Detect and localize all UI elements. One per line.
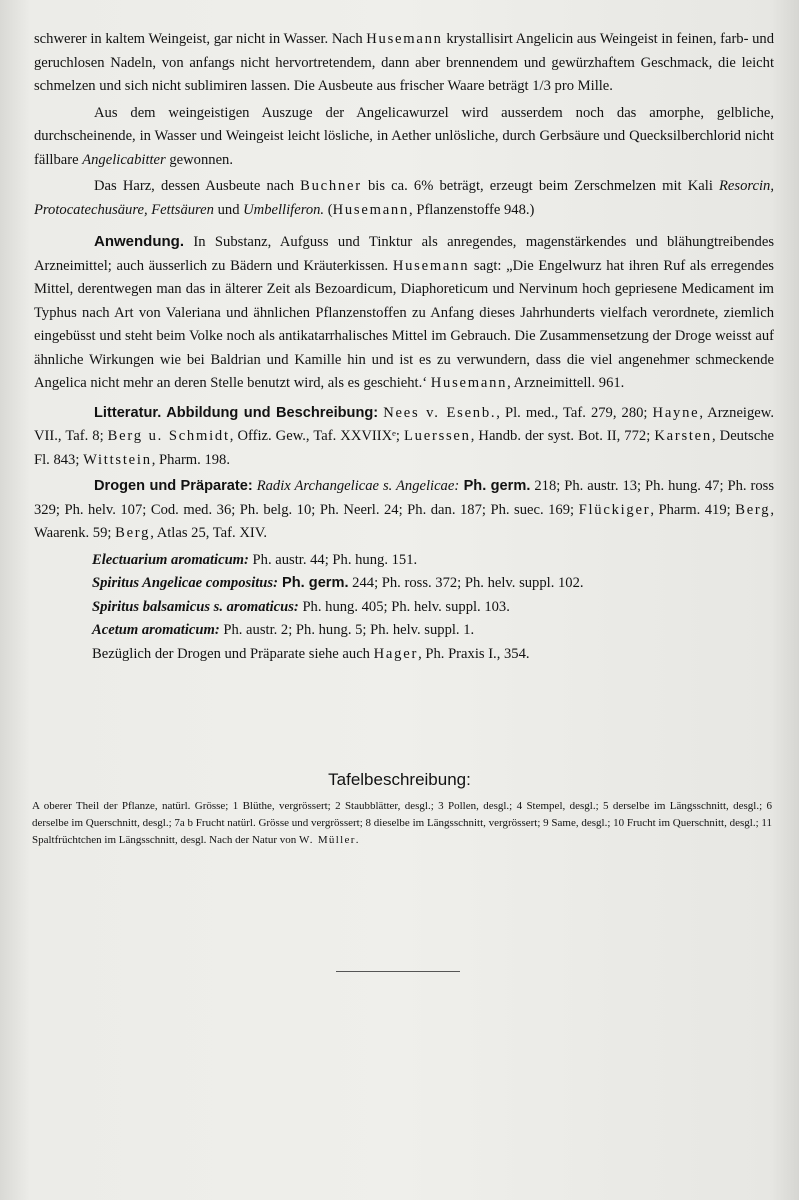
bezueglich-line: Bezüglich der Drogen und Präparate siehe auch Hager, Ph. Praxis I., 354.: [92, 645, 530, 662]
italic-term: Angelicabitter: [82, 151, 166, 168]
preparation-line: Electuarium aromaticum: Ph. austr. 44; Ph. hung. 151.: [92, 551, 418, 568]
preparation-line: Spiritus Angelicae compositus: Ph. germ. 244; Ph. ross. 372; Ph. helv. suppl. 102.: [92, 575, 584, 591]
paragraph-harz: Das Harz, dessen Ausbeute nach Buchner bis ca. 6% beträgt, erzeugt beim Zerschmelzen mit Kali Resorcin, Protocatechusäure, Fettsäuren und Umbelliferon. (Husemann, Pflanzenstoffe 948.): [34, 178, 774, 218]
paragraph-litteratur: Litteratur. Abbildung und Beschreibung: Nees v. Esenb., Pl. med., Taf. 279, 280; Hayne, Arzneigew. VII., Taf. 8; Berg u. Schmidt, Offiz. Gew., Taf. XXVIIXᵉ; Luerssen, Handb. der syst. Bot. II, 772; Karsten, Deutsche Fl. 843; Wittstein, Pharm. 198.: [34, 404, 774, 468]
ph-germ-label: Ph. germ.: [459, 478, 531, 494]
preparations-list: [34, 549, 774, 667]
fraction: 1/3: [532, 78, 551, 94]
section-heading-litteratur: Litteratur. Abbildung und Beschreibung:: [94, 404, 379, 421]
author-name: Hager: [373, 645, 419, 662]
preparation-line: Acetum aromaticum: Ph. austr. 2; Ph. hung. 5; Ph. helv. suppl. 1.: [92, 622, 475, 638]
plate-description-title: Tafelbeschreibung:: [328, 770, 471, 789]
section-heading-drogen: Drogen und Präparate:: [94, 478, 253, 494]
author-name: Husemann: [332, 201, 410, 218]
author-name: Buchner: [300, 178, 362, 194]
closing-rule: [336, 971, 460, 972]
plate-description-text: A oberer Theil der Pflanze, natürl. Grösse; 1 Blüthe, vergrössert; 2 Staubblätter, desgl.; 3 Pollen, desgl.; 4 Stempel, desgl.; 5 derselbe im Längsschnitt, desgl.; 6 derselbe im Querschnitt, desgl.; 7a b Frucht natürl. Grösse und vergrössert; 8 dieselbe im Längsschnitt, vergrössert; 9 Same, desgl.; 10 Frucht im Querschnitt, desgl.; 11 Spaltfrüchtchen im Längsschnitt, desgl. Nach der Natur von W. Müller.: [32, 800, 772, 846]
paragraph-drogen: Drogen und Präparate: Radix Archangelicae s. Angelicae: Ph. germ. 218; Ph. austr. 13; Ph. hung. 47; Ph. ross 329; Ph. helv. 107; Cod. med. 36; Ph. belg. 10; Ph. Neerl. 24; Ph. dan. 187; Ph. suec. 169; Flückiger, Pharm. 419; Berg, Waarenk. 59; Berg, Atlas 25, Taf. XIV.: [34, 478, 775, 541]
paragraph-anwendung: Anwendung. In Substanz, Aufguss und Tinktur als anregendes, magenstärkendes und blähungtreibendes Arzneimittel; auch äusserlich zu Bädern und Kräuterkissen. Husemann sagt: „Die Engelwurz hat ihren Ruf als erregendes Mittel, derentwegen man das in älterer Zeit als Bezoardicum, Diaphoreticum und Nervinum hoch gepriesene Medicament im Typhus nach Art von Valeriana und ähnlichen Pflanzenstoffen zu Anfang dieses Jahrhunderts vielfach verordnete, ziemlich eingebüsst und steht beim Volke noch als antikatarrhalisches Mittel im Gebrauch. Die Zusammensetzung der Droge weisst auf ähnliche Wirkungen wie bei Baldrian und Kamille hin und ist es zu verwundern, dass die viel angenehmer schmeckende Angelica nicht mehr an deren Stelle benutzt wird, als es geschieht.‘ Husemann, Arzneimittell. 961.: [34, 233, 774, 391]
author-name: W. Müller: [299, 834, 356, 846]
main-text: [34, 28, 774, 666]
italic-term: Resorcin, Protocatechusäure, Fettsäuren: [34, 178, 774, 218]
italic-term: Umbelliferon.: [243, 201, 325, 218]
author-name: Husemann: [392, 257, 470, 274]
preparation-line: Spiritus balsamicus s. aromaticus: Ph. hung. 405; Ph. helv. suppl. 103.: [92, 598, 510, 615]
section-heading-anwendung: Anwendung.: [94, 233, 184, 250]
paragraph-angelicin: schwerer in kaltem Weingeist, gar nicht in Wasser. Nach Husemann krystallisirt Angelicin aus Weingeist in feinen, farb- und geruchlosen Nadeln, von anfangs nicht hervortretendem, dann aber brennendem und gewürzhaftem Geschmack, die leicht schmelzen und sich nicht sublimiren lassen. Die Ausbeute aus frischer Waare beträgt 1/3 pro Mille.: [34, 31, 775, 94]
author-name: Husemann: [430, 375, 508, 391]
author-name: Husemann: [366, 31, 443, 47]
paragraph-angelicabitter: Aus dem weingeistigen Auszuge der Angelicawurzel wird ausserdem noch das amorphe, gelbliche, durchscheinende, in Wasser und Weingeist leicht lösliche, in Aether unlösliche, durch Gerbsäure und Quecksilberchlorid nicht fällbare Angelicabitter gewonnen.: [34, 104, 774, 168]
italic-term: Radix Archangelicae s. Angelicae:: [252, 478, 460, 494]
